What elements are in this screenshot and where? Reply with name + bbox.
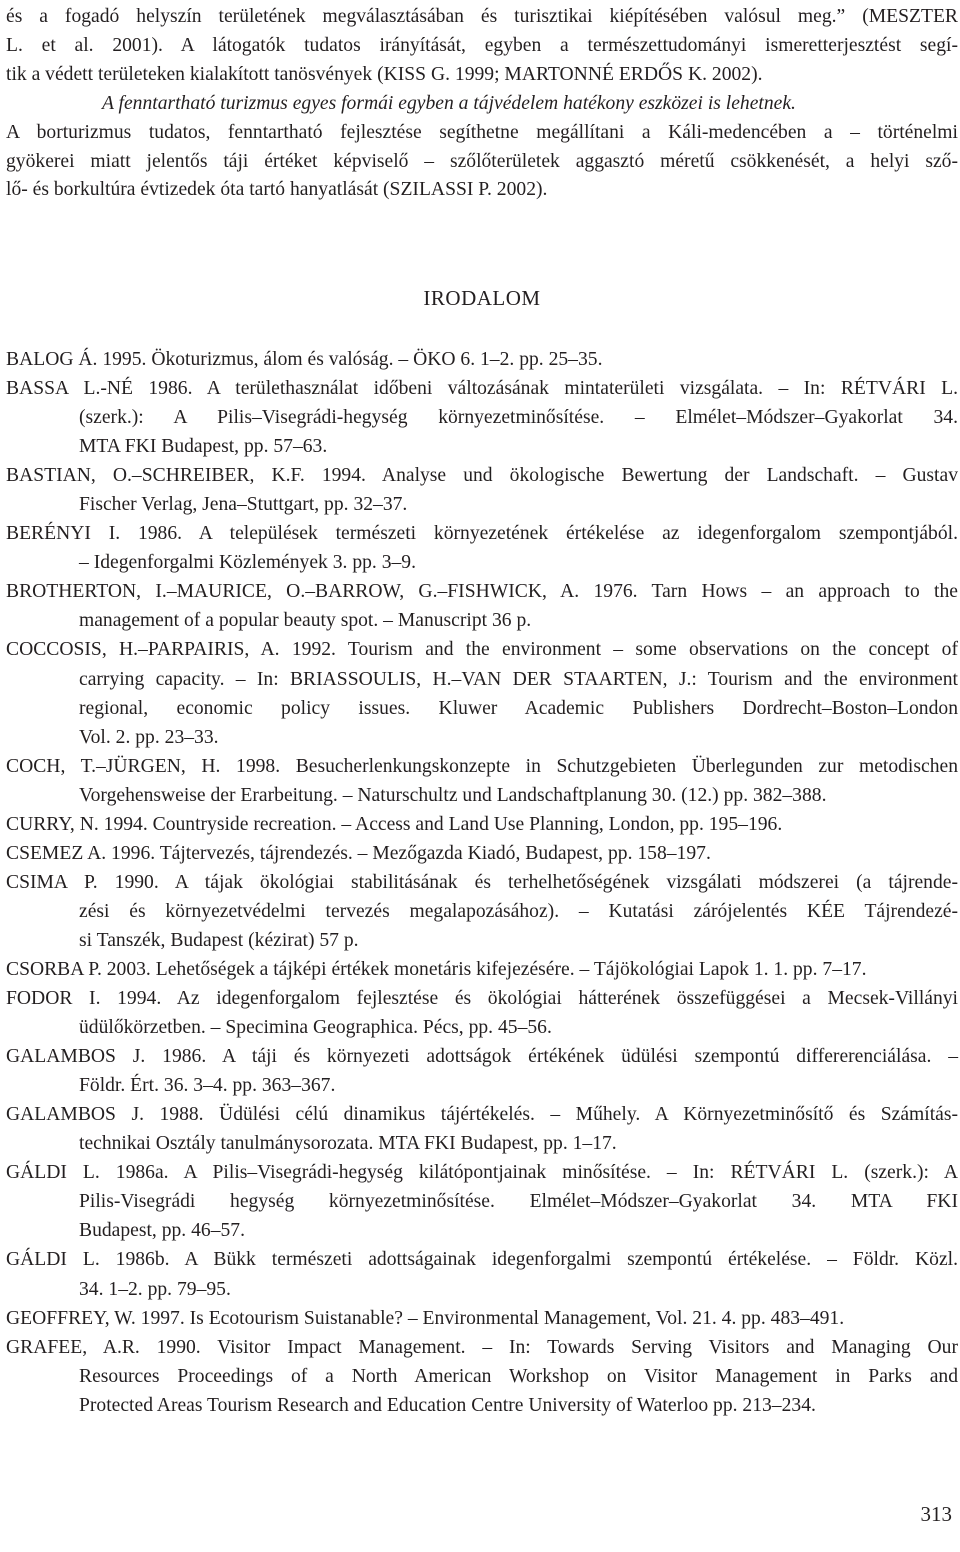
reference-entry [6,1042,958,1100]
intro-line: tik a védett területeken kialakított tanösvények (KISS G. 1999; MARTONNÉ ERDŐS K. 2002). [6,63,763,85]
reference-first-line: GALAMBOS J. 1986. A táji és környezeti adottságok értékének üdülési szempontú differerenciálása. – [6,1046,958,1068]
reference-first-line: GALAMBOS J. 1988. Üdülési célú dinamikus tájértékelés. – Műhely. A Környezetminősítő és Számítás- [6,1104,958,1126]
reference-entry [6,635,958,751]
reference-first-line: CURRY, N. 1994. Countryside recreation. – Access and Land Use Planning, London, pp. 195–196. [6,813,783,835]
reference-first-line: BASSA L.-NÉ 1986. A területhasználat időbeni változásának mintaterületi vizsgálata. – In: RÉTVÁRI L. [6,378,958,400]
reference-first-line: CSIMA P. 1990. A tájak ökológiai stabilitásának és terhelhetőségének vizsgálati módszerei (a tájrende- [6,871,958,893]
reference-list [6,345,958,1420]
reference-entry [6,1304,958,1333]
reference-entry [6,374,958,461]
reference-entry [6,752,958,810]
reference-first-line: GEOFFREY, W. 1997. Is Ecotourism Suistanable? – Environmental Management, Vol. 21. 4. pp. 483–491. [6,1307,845,1329]
reference-continuation-line: MTA FKI Budapest, pp. 57–63. [79,436,328,458]
reference-first-line: GÁLDI L. 1986b. A Bükk természeti adottságainak idegenforgalmi szempontú értékelése. – Földr. Közl. [6,1249,958,1271]
reference-continuation-line: üdülőkörzetben. – Specimina Geographica. Pécs, pp. 45–56. [79,1017,552,1039]
reference-first-line: FODOR I. 1994. Az idegenforgalom fejlesztése és ökológiai hátterének összefüggései a Mecsek-Villányi [6,988,958,1010]
reference-continuation-line: – Idegenforgalmi Közlemények 3. pp. 3–9. [79,552,416,574]
reference-continuation-line: zési és környezetvédelmi tervezés megalapozásához). – Kutatási zárójelentés KÉE Tájrendezé- [79,900,958,922]
reference-first-line: GRAFEE, A.R. 1990. Visitor Impact Management. – In: Towards Serving Visitors and Managing Our [6,1336,958,1358]
reference-entry [6,984,958,1042]
reference-first-line: CSEMEZ A. 1996. Tájtervezés, tájrendezés. – Mezőgazda Kiadó, Budapest, pp. 158–197. [6,842,711,864]
reference-entry [6,1245,958,1303]
reference-first-line: CSORBA P. 2003. Lehetőségek a tájképi értékek monetáris kifejezésére. – Tájökológiai Lapok 1. 1. pp. 7–17. [6,958,867,980]
intro-italic-line: A fenntartható turizmus egyes formái egyben a tájvédelem hatékony eszközei is lehetnek. [102,92,796,114]
reference-first-line: COCCOSIS, H.–PARPAIRIS, A. 1992. Tourism and the environment – some observations on the concept of [6,639,958,661]
reference-entry [6,1158,958,1245]
reference-continuation-line: Földr. Ért. 36. 3–4. pp. 363–367. [79,1075,336,1097]
reference-entry [6,955,958,984]
reference-continuation-line: Fischer Verlag, Jena–Stuttgart, pp. 32–37. [79,494,408,516]
reference-continuation-line: carrying capacity. – In: BRIASSOULIS, H.–VAN DER STAARTEN, J.: Tourism and the environment [79,668,958,690]
reference-first-line: BASTIAN, O.–SCHREIBER, K.F. 1994. Analyse und ökologische Bewertung der Landschaft. – Gustav [6,465,958,487]
intro-line: lő- és borkultúra évtizedek óta tartó hanyatlását (SZILASSI P. 2002). [6,179,548,201]
intro-line: L. et al. 2001). A látogatók tudatos irányítását, egyben a természettudományi ismeretterjesztést segí- [6,34,958,56]
reference-first-line: BALOG Á. 1995. Ökoturizmus, álom és valóság. – ÖKO 6. 1–2. pp. 25–35. [6,349,603,370]
reference-continuation-line: Pilis-Visegrádi hegység környezetminősítése. Elmélet–Módszer–Gyakorlat 34. MTA FKI [79,1191,958,1213]
intro-line: gyökerei miatt jelentős táji értéket képviselő – szőlőterületek aggasztó méretű csökkenését, a helyi sző- [6,150,958,172]
page-number: 313 [920,1502,952,1526]
reference-entry [6,461,958,519]
intro-line: és a fogadó helyszín területének megválasztásában és turisztikai kiépítésében valósul meg.” (MESZTER [6,6,958,27]
reference-entry [6,868,958,955]
reference-continuation-line: si Tanszék, Budapest (kézirat) 57 p. [79,929,359,951]
reference-continuation-line: 34. 1–2. pp. 79–95. [79,1278,231,1300]
reference-continuation-line: management of a popular beauty spot. – Manuscript 36 p. [79,610,532,632]
reference-entry [6,1333,958,1420]
reference-continuation-line: technikai Osztály tanulmánysorozata. MTA FKI Budapest, pp. 1–17. [79,1133,617,1155]
reference-continuation-line: Vol. 2. pp. 23–33. [79,726,219,748]
reference-continuation-line: Protected Areas Tourism Research and Education Centre University of Waterloo pp. 213–234. [79,1394,816,1416]
section-heading: IRODALOM [423,286,541,310]
intro-paragraph [6,3,958,205]
reference-continuation-line: Resources Proceedings of a North American Workshop on Visitor Management in Parks and [79,1365,958,1387]
reference-first-line: GÁLDI L. 1986a. A Pilis–Visegrádi-hegység kilátópontjainak minősítése. – In: RÉTVÁRI L. (szerk.): A [6,1162,958,1184]
reference-continuation-line: (szerk.): A Pilis–Visegrádi-hegység környezetminősítése. – Elmélet–Módszer–Gyakorlat 34. [79,407,958,429]
reference-entry [6,839,958,868]
reference-entry [6,519,958,577]
reference-entry [6,1100,958,1158]
intro-line: A borturizmus tudatos, fenntartható fejlesztése segíthetne megállítani a Káli-medencében a – történelmi [6,121,958,143]
reference-entry [6,345,958,374]
reference-first-line: BROTHERTON, I.–MAURICE, O.–BARROW, G.–FISHWICK, A. 1976. Tarn Hows – an approach to the [6,581,958,603]
reference-entry [6,577,958,635]
reference-continuation-line: Vorgehensweise der Erarbeitung. – Naturschultz und Landschaftplanung 30. (12.) pp. 382–388. [79,784,827,806]
reference-continuation-line: Budapest, pp. 46–57. [79,1220,245,1242]
reference-entry [6,810,958,839]
reference-first-line: BERÉNYI I. 1986. A települések természeti környezetének értékelése az idegenforgalom szempontjából. [6,523,958,545]
reference-continuation-line: regional, economic policy issues. Kluwer Academic Publishers Dordrecht–Boston–London [79,697,958,719]
reference-first-line: COCH, T.–JÜRGEN, H. 1998. Besucherlenkungskonzepte in Schutzgebieten Überlegunden zur metodischen [6,755,958,777]
